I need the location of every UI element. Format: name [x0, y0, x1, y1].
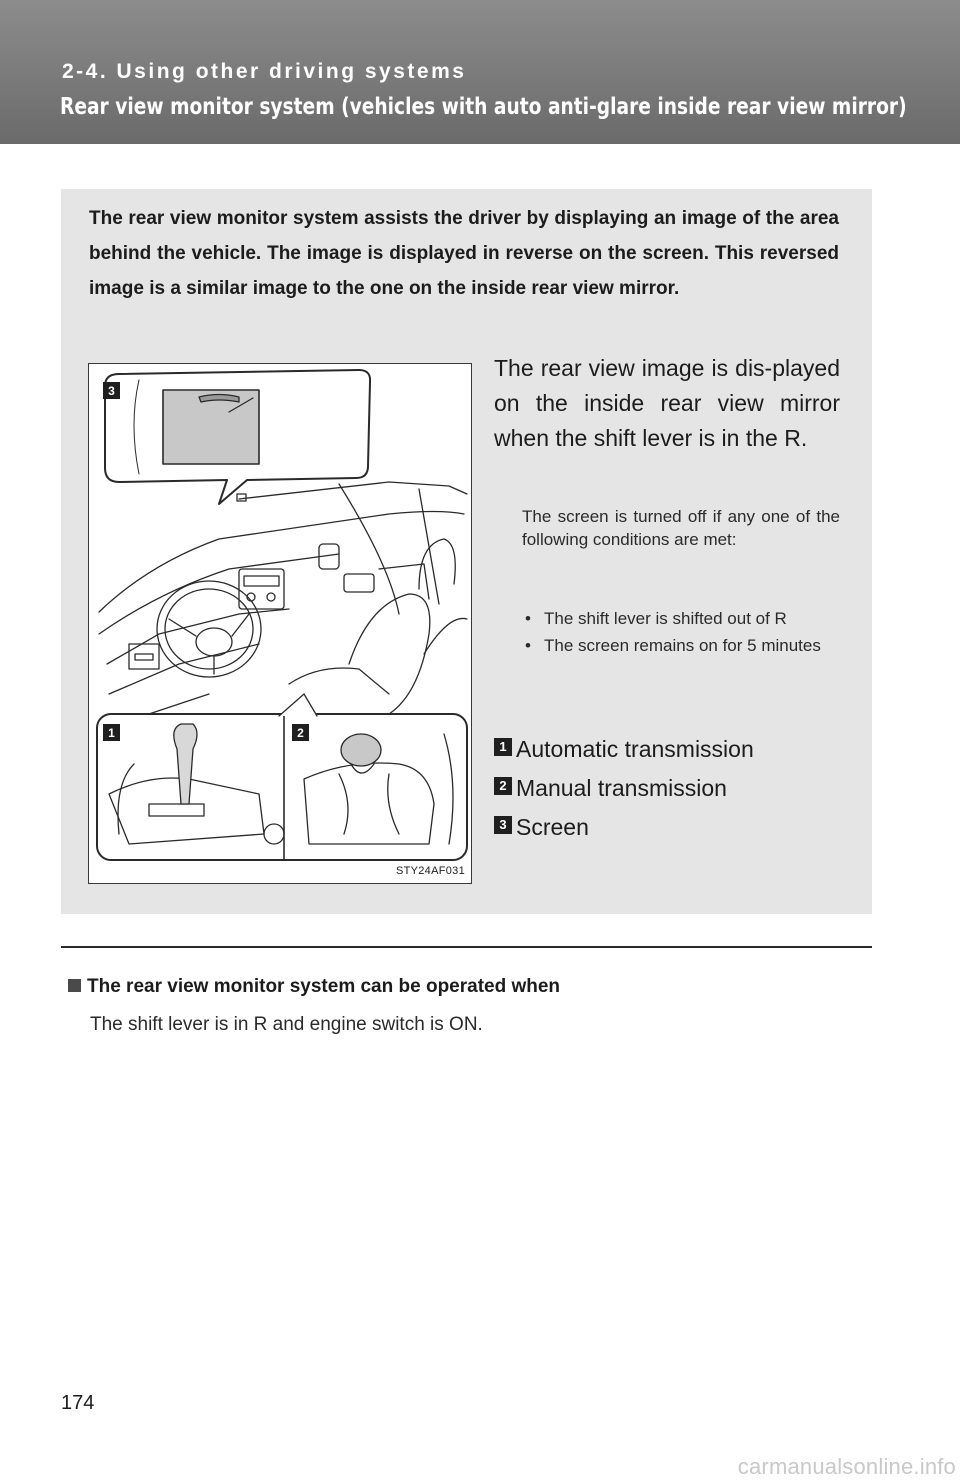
list-item [522, 632, 840, 659]
mirror-inset [105, 370, 370, 504]
seats [289, 539, 467, 714]
page-number: 174 [61, 1392, 95, 1414]
legend-item [494, 773, 854, 812]
list-item [522, 605, 840, 632]
legend-label: Manual transmission [516, 775, 727, 801]
bullet-glyph: • [525, 609, 531, 628]
page-title: Rear view monitor system (vehicles with auto anti-glare inside rear view mirror) [60, 94, 907, 120]
figure-code: STY24AF031 [395, 865, 465, 877]
legend-number: 3 [494, 816, 512, 834]
interior-illustration [88, 363, 472, 884]
legend-item [494, 734, 854, 773]
info-box [61, 189, 872, 914]
callout-label: 1 [108, 726, 115, 740]
watermark: carmanualsonline.info [737, 1454, 956, 1479]
callout-label: 3 [108, 384, 115, 398]
intro-paragraph: The rear view monitor system assists the driver by displaying an image of the area behind the vehicle. The image is displayed in reverse on the screen. This reversed image is a similar image to the one on the inside rear view mirror. [89, 208, 839, 299]
cabin-drawing [89, 364, 472, 884]
legend-item [494, 812, 854, 851]
legend-label: Screen [516, 814, 589, 840]
conditions-note: The screen is turned off if any one of the following conditions are met: [522, 507, 840, 549]
list-item-text: The shift lever is shifted out of R [544, 609, 787, 628]
square-bullet-icon [68, 979, 81, 992]
figure-legend [494, 734, 854, 851]
shifter-insets [97, 694, 467, 860]
callout-label: 2 [297, 726, 304, 740]
section-divider [61, 946, 872, 948]
list-item-text: The screen remains on for 5 minutes [544, 636, 821, 655]
lead-text: The rear view image is dis-played on the inside rear view mirror when the shift lever is in the R. [494, 355, 840, 451]
operation-body: The shift lever is in R and engine switch is ON. [90, 1014, 483, 1035]
steering-wheel [157, 581, 261, 677]
page-header [0, 0, 960, 144]
bullet-glyph: • [525, 636, 531, 655]
conditions-list [522, 605, 840, 659]
operation-heading-text: The rear view monitor system can be operated when [87, 976, 561, 997]
section-label: 2-4. Using other driving systems [62, 60, 467, 83]
legend-label: Automatic transmission [516, 736, 754, 762]
mirror-screen [163, 390, 259, 464]
center-stack [129, 569, 284, 669]
legend-number: 2 [494, 777, 512, 795]
legend-number: 1 [494, 738, 512, 756]
operation-heading [68, 976, 560, 998]
